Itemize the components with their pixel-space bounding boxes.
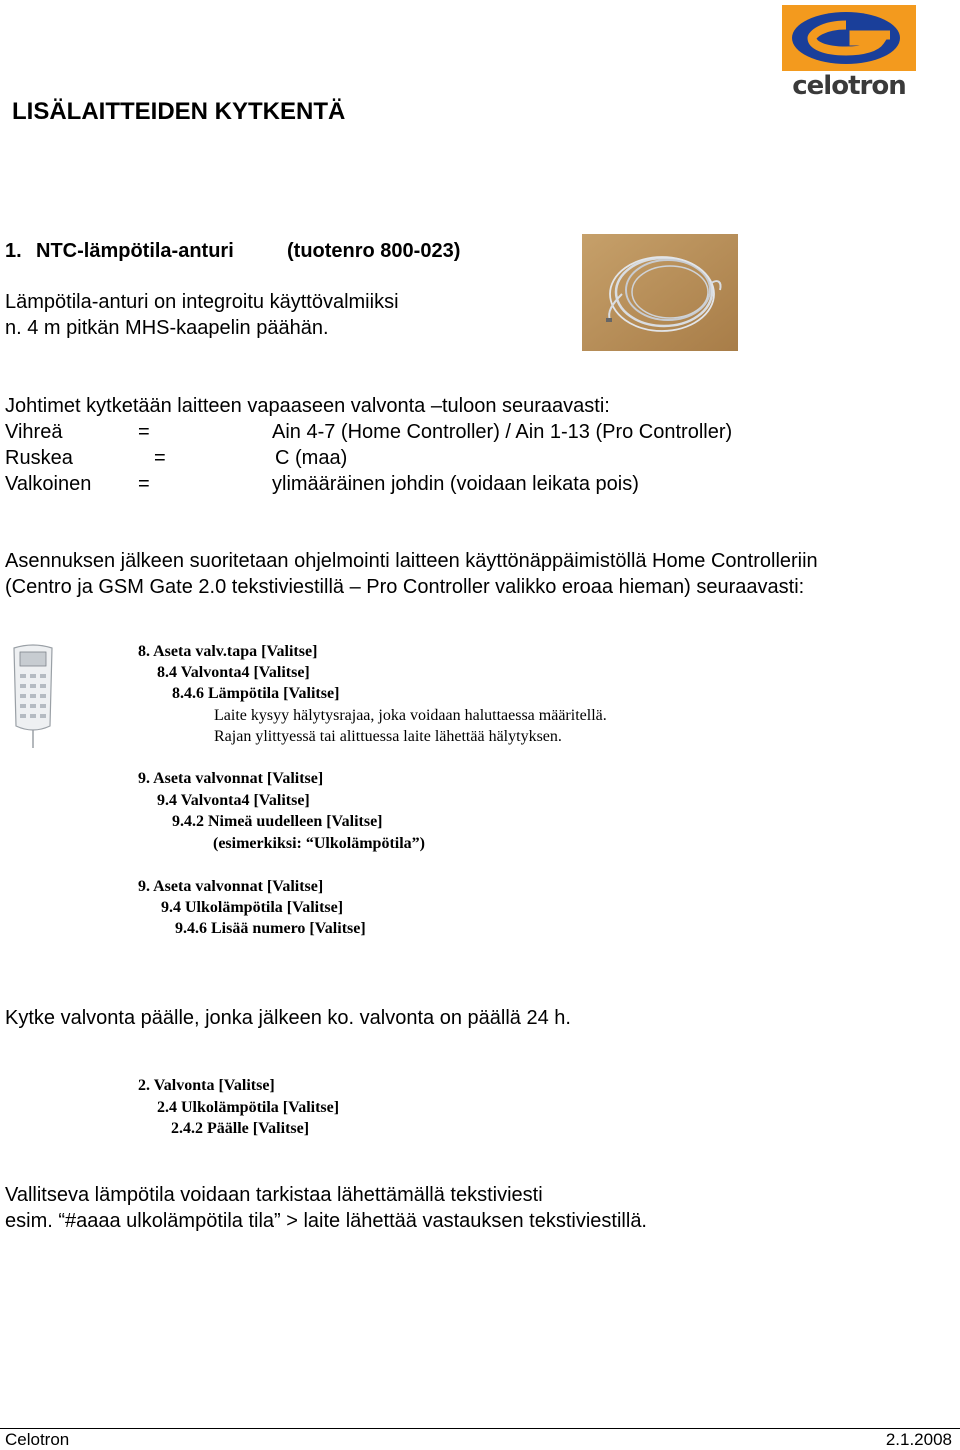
wire-value-green: Ain 4-7 (Home Controller) / Ain 1-13 (Pro Controller) [272, 421, 733, 443]
check-line-1: Vallitseva lämpötila voidaan tarkistaa lähettämällä tekstiviesti [5, 1184, 543, 1206]
sensor-cable-photo [582, 234, 738, 351]
keypad-device-icon [8, 644, 58, 748]
programming-line-2: (Centro ja GSM Gate 2.0 tekstiviestillä – Pro Controller valikko eroaa hieman) seuraavasti: [5, 576, 805, 598]
section-heading-number: 1. [5, 240, 22, 262]
programming-line-1: Asennuksen jälkeen suoritetaan ohjelmointi laitteen käyttönäppäimistöllä Home Controlleriin [5, 550, 818, 572]
menu3-step-1: 9. Aseta valvonnat [Valitse] [138, 878, 324, 895]
page-title: LISÄLAITTEIDEN KYTKENTÄ [12, 98, 346, 125]
celotron-logo [782, 5, 916, 99]
menu3-step-2: 9.4 Ulkolämpötila [Valitse] [161, 899, 344, 916]
menu1-note-2: Rajan ylittyessä tai alittuessa laite lähettää hälytyksen. [214, 728, 562, 745]
footer-divider [0, 1428, 960, 1429]
menu4-step-3: 2.4.2 Päälle [Valitse] [171, 1120, 310, 1137]
check-line-2: esim. “#aaaa ulkolämpötila tila” > laite lähettää vastauksen tekstiviestillä. [5, 1210, 647, 1232]
menu4-step-1: 2. Valvonta [Valitse] [138, 1077, 275, 1094]
wire-value-white: ylimääräinen johdin (voidaan leikata pois) [272, 473, 639, 495]
section-heading-name: NTC-lämpötila-anturi [36, 240, 234, 262]
logo-text: celotron [792, 71, 906, 101]
menu1-note-1: Laite kysyy hälytysrajaa, joka voidaan haluttaessa määritellä. [214, 707, 607, 724]
menu4-step-2: 2.4 Ulkolämpötila [Valitse] [157, 1099, 340, 1116]
menu1-step-3: 8.4.6 Lämpötila [Valitse] [172, 685, 340, 702]
wire-color-white: Valkoinen [5, 473, 92, 495]
intro-line-2: n. 4 m pitkän MHS-kaapelin päähän. [5, 317, 329, 339]
wire-eq-brown: = [154, 447, 166, 469]
menu3-step-3: 9.4.6 Lisää numero [Valitse] [175, 920, 366, 937]
footer-date: 2.1.2008 [885, 1430, 952, 1449]
intro-line-1: Lämpötila-anturi on integroitu käyttövalmiiksi [5, 291, 399, 313]
wire-color-green: Vihreä [5, 421, 63, 443]
menu2-step-2: 9.4 Valvonta4 [Valitse] [157, 792, 310, 809]
section-heading-product: (tuotenro 800-023) [287, 240, 461, 262]
wire-color-brown: Ruskea [5, 447, 73, 469]
menu2-example: (esimerkiksi: “Ulkolämpötila”) [213, 835, 425, 852]
wiring-intro: Johtimet kytketään laitteen vapaaseen valvonta –tuloon seuraavasti: [5, 395, 610, 417]
wire-value-brown: C (maa) [275, 447, 348, 469]
menu2-step-1: 9. Aseta valvonnat [Valitse] [138, 770, 324, 787]
wire-eq-white: = [138, 473, 150, 495]
logo-mark-icon [782, 5, 916, 71]
menu1-step-2: 8.4 Valvonta4 [Valitse] [157, 664, 310, 681]
menu1-step-1: 8. Aseta valv.tapa [Valitse] [138, 643, 318, 660]
menu2-step-3: 9.4.2 Nimeä uudelleen [Valitse] [172, 813, 383, 830]
wire-eq-green: = [138, 421, 150, 443]
footer-company: Celotron [5, 1430, 70, 1449]
activate-text: Kytke valvonta päälle, jonka jälkeen ko. valvonta on päällä 24 h. [5, 1007, 571, 1029]
